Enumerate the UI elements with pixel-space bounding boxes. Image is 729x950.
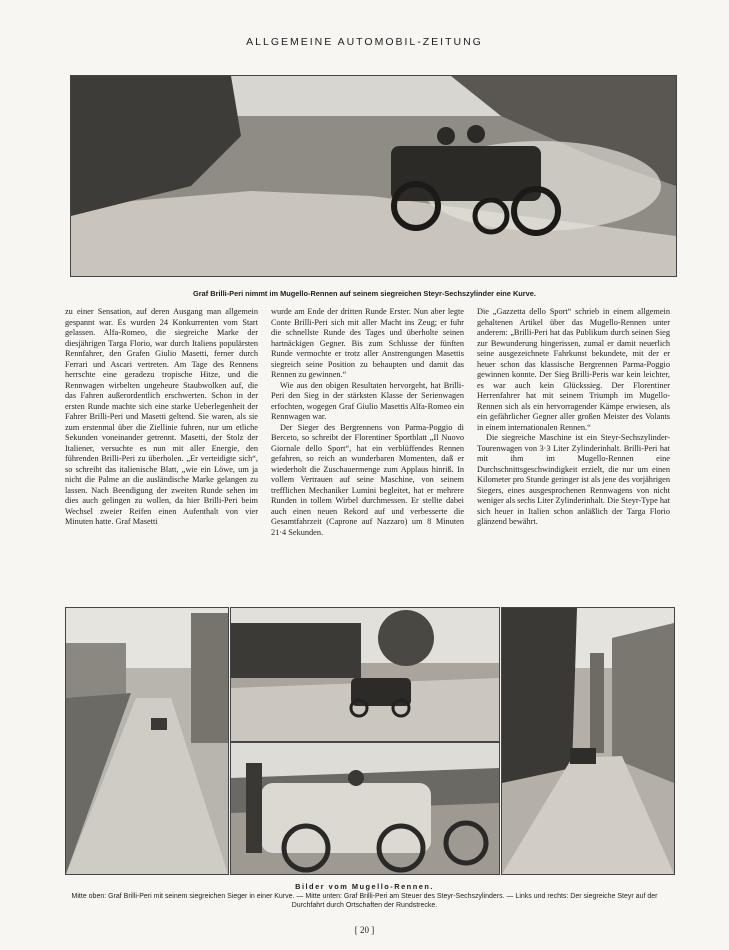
bottom-caption-text: Mitte oben: Graf Brilli-Peri mit seinem siegreichen Sieger in einer Kurve. — Mitte unten: Graf Brilli-Peri am Steuer des Steyr-Sechszylinders. — Links und rechts: Der siegreiche Steyr auf der Durchfahrt durch Ortschaften der Rundstrecke. bbox=[71, 892, 658, 909]
article-column-1 bbox=[65, 307, 258, 599]
bottom-photos-caption bbox=[60, 882, 669, 911]
top-race-photo bbox=[70, 75, 677, 277]
curve-race-photo-middle-top bbox=[230, 607, 500, 742]
paragraph: Die „Gazzetta dello Sport“ schrieb in einem allgemein gehaltenen Artikel über das Mugello-Rennen unter anderem: „Brilli-Peri hat das Publikum durch seinen Sieg zur Bewunderung hingerissen, zumal er damit neuerlich seine ausgezeichnete Fahrkunst bekundete, mit der er heuer schon das klassische Bergrennen Parma-Poggio gewinnen konnte. Der Sieg Brilli-Peris war kein leichter, es war auch kein Glückssieg. Der Florentiner Herrenfahrer hat mit seinem Triumph im Mugello-Rennen sich als ein hervorragender Kämpe erwiesen, als ein gefährlicher Gegner aller großen Meister des Volants in einem internationalen Rennen.“ bbox=[477, 307, 670, 432]
paragraph: Wie aus den obigen Resultaten hervorgeht, hat Brilli-Peri den Sieg in der stärksten Klasse der Serienwagen erfochten, wogegen Graf Giulio Masettis Alfa-Romeo ein Rennwagen war. bbox=[271, 380, 464, 421]
bottom-caption-heading: Bilder vom Mugello-Rennen. bbox=[295, 882, 434, 891]
article-body bbox=[65, 307, 670, 599]
page-number: [ 20 ] bbox=[354, 925, 375, 935]
paragraph: wurde am Ende der dritten Runde Erster. Nun aber legte Conte Brilli-Peri sich mit aller Macht ins Zeug; er fuhr die schnellste Runde des Tages und überholte seinen hartnäckigen Gegner. Bis zum Schlusse der fünften Runde vermochte er trotz aller Anstrengungen Masettis siegreich seine Position zu behaupten und damit das Rennen zu gewinnen.“ bbox=[271, 307, 464, 379]
article-column-2 bbox=[271, 307, 464, 599]
paragraph: Die siegreiche Maschine ist ein Steyr-Sechszylinder-Tourenwagen von 3·3 Liter Zylinderinhalt. Brilli-Peri hat mit ihm im Mugello-Rennen eine Durchschnittsgeschwindigkeit erzielt, die nur um einen Kilometer pro Stunde geringer ist als jene des vorjährigen Siegers, eines ausgesprochenen Rennwagens von nicht weniger als sechs Liter Zylinderinhalt. Die Steyr-Type hat sich heuer in Italien schon anläßlich der Targa Florio glänzend bewährt. bbox=[477, 433, 670, 526]
article-column-3 bbox=[477, 307, 670, 599]
paragraph: Der Sieger des Bergrennens von Parma-Poggio di Berceto, so schreibt der Florentiner Sportblatt „Il Nuovo Giornale dello Sport“, hat ein verblüffendes Rennen gefahren, so reich an wunderbaren Momenten, daß er wiederholt die Zuschauermenge zum Applaus hinriß. In vollem Vertrauen auf seine Maschine, von seinem trefflichen Mechaniker Lumini begleitet, hat er mehrere Runden in tollem Wirbel durchmessen. Er stellte dabei auch einen neuen Rekord auf und verbesserte die Gesamtfahrzeit (Caprone auf Nazzaro) um 8 Minuten 21·4 Sekunden. bbox=[271, 422, 464, 537]
village-street-photo-right bbox=[501, 607, 675, 875]
top-photo-caption: Graf Brilli-Peri nimmt im Mugello-Rennen auf seinem siegreichen Steyr-Sechszylinder eine Kurve. bbox=[193, 289, 536, 298]
village-street-photo-left bbox=[65, 607, 229, 875]
driver-at-wheel-photo-middle-bottom bbox=[230, 742, 500, 875]
masthead: ALLGEMEINE AUTOMOBIL-ZEITUNG bbox=[246, 36, 483, 48]
paragraph: zu einer Sensation, auf deren Ausgang man allgemein gespannt war. Es wurden 24 Konkurrenten vom Start gelassen. Alfa-Romeo, die siegreiche Marke der diesjährigen Targa Florio, war durch Italiens populärsten Rennfahrer, den Grafen Giulio Masetti, ferner durch Ferrari und Ascari vertreten. Am Tage des Rennens herrschte eine geradezu tropische Hitze, und die Rennwagen wirbelten ungeheure Staubwolken auf, die das Fahren außerordentlich erschwerten. Schon in der ersten Runde machte sich eine starke Ueberlegenheit der Fahrer Brilli-Peri und Masetti geltend. Sie waren, als sie zum erstenmal über die Ziellinie fuhren, nur um etliche Sekunden voneinander getrennt. Masetti, der Stolz der Italiener, versuchte es nun mit aller Energie, den führenden Brilli-Peri zu überholen. „Er verteidigte sich“, so schreibt das italienische Blatt, „wie ein Löwe, um ja nicht die Palme an die ausländische Marke gelangen zu lassen. Nach Beendigung der zweiten Runde sehen im dies auch gelingen zu wollen, da hier Brilli-Peri beim Wechsel zweier Reifen einen Aufenthalt von vier Minuten hatte. Graf Masetti bbox=[65, 307, 258, 526]
